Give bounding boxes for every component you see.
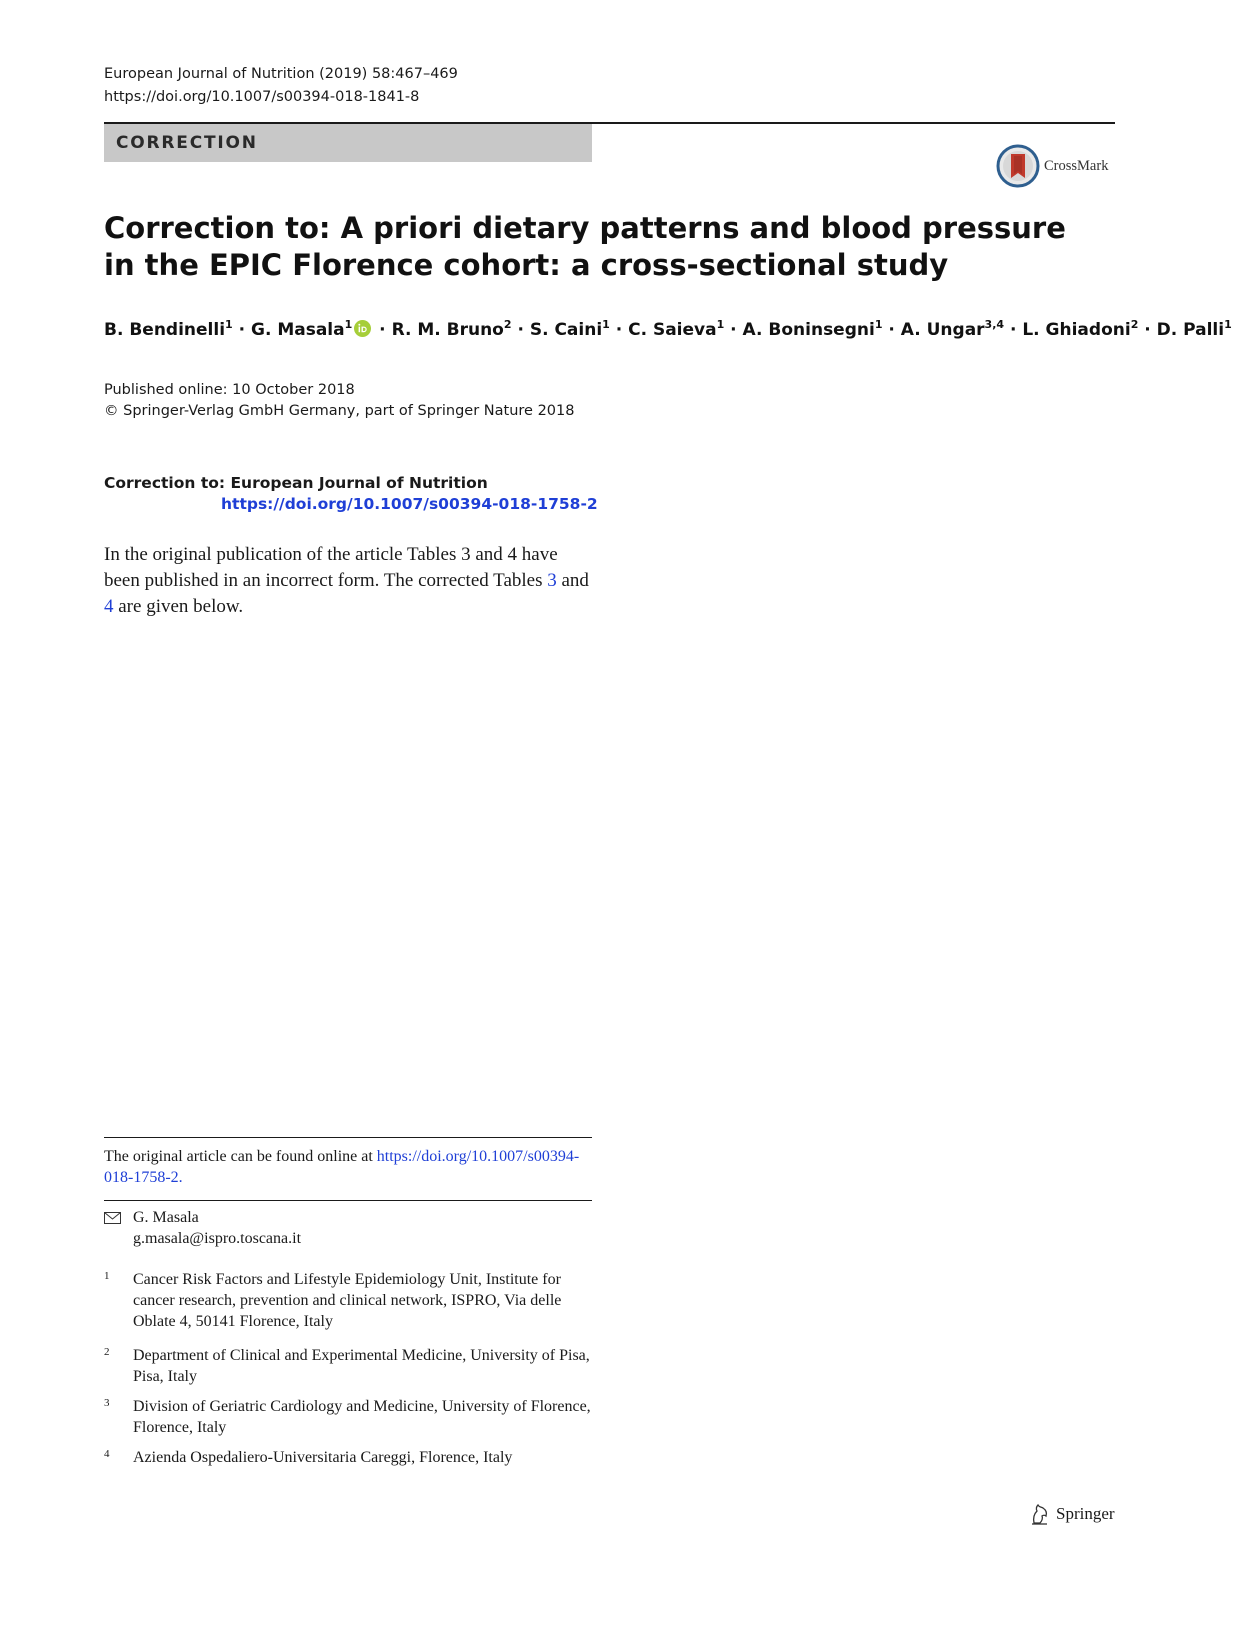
table-3-link[interactable]: 3	[547, 570, 557, 591]
body-paragraph	[104, 542, 596, 620]
article-doi[interactable]: https://doi.org/10.1007/s00394-018-1841-8	[104, 89, 420, 105]
author-list: B. Bendinelli$^1$ · G. Masala$^1$ · R. M. Bruno$^2$ · S. Caini$^1$ · C. Saieva$^1$ · A. Boninsegni$^1$ · A. Ungar$^{3,4}$ · L. Ghiadoni$^2$ · D. Palli$^1$	[104, 318, 1232, 340]
affiliation-text: Azienda Ospedaliero-Universitaria Careggi, Florence, Italy	[133, 1449, 513, 1466]
author-name: L. Ghiadoni	[1022, 320, 1131, 340]
author-affiliation-ref: 3,4	[984, 318, 1005, 331]
section-band	[104, 124, 592, 162]
orcid-icon[interactable]	[354, 320, 371, 342]
affiliation-number: 1	[104, 1270, 110, 1282]
crossmark-badge[interactable]	[996, 144, 1108, 188]
original-article-link[interactable]: https://doi.org/10.1007/s00394-018-1758-2	[104, 1148, 580, 1186]
footnote-rule	[104, 1200, 592, 1201]
crossmark-label: CrossMark	[1044, 157, 1109, 174]
original-article-note	[104, 1146, 596, 1188]
author-name: S. Caini	[529, 320, 603, 340]
original-article-suffix: .	[178, 1169, 183, 1186]
original-article-prefix: The original article can be found online at	[104, 1148, 377, 1165]
author-affiliation-ref: 1	[716, 318, 725, 331]
author-affiliation-ref: 2	[1130, 318, 1139, 331]
correction-to-label: Correction to: European Journal of Nutrition	[104, 474, 488, 492]
affiliation-text: Cancer Risk Factors and Lifestyle Epidemiology Unit, Institute for cancer research, prevention and clinical network, ISPRO, Via delle Oblate 4, 50141 Florence, Italy	[133, 1271, 562, 1330]
affiliation-number: 3	[104, 1397, 110, 1409]
author-name: D. Palli	[1156, 320, 1225, 340]
copyright-notice: © Springer-Verlag GmbH Germany, part of Springer Nature 2018	[104, 403, 575, 419]
author-name: G. Masala	[251, 320, 345, 340]
article-title: Correction to: A priori dietary patterns and blood pressure in the EPIC Florence cohort: a cross-sectional study	[104, 211, 1066, 282]
affiliation-number: 4	[104, 1448, 110, 1460]
author-affiliation-ref: 1	[225, 318, 233, 331]
author-name: R. M. Bruno	[391, 320, 504, 340]
springer-horse-icon	[1030, 1503, 1050, 1525]
author-affiliation-ref: 1	[344, 318, 353, 331]
author-affiliation-ref: 2	[503, 318, 512, 331]
published-date: Published online: 10 October 2018	[104, 382, 355, 398]
correction-doi-link[interactable]: https://doi.org/10.1007/s00394-018-1758-2	[221, 495, 598, 513]
footnote-rule	[104, 1137, 592, 1138]
affiliation-text: Department of Clinical and Experimental Medicine, University of Pisa, Pisa, Italy	[133, 1347, 590, 1385]
table-4-link[interactable]: 4	[104, 596, 114, 617]
author-name: B. Bendinelli	[104, 320, 226, 340]
contact-email[interactable]: g.masala@ispro.toscana.it	[133, 1230, 302, 1247]
section-label: CORRECTION	[116, 133, 258, 153]
author-name: A. Ungar	[900, 320, 985, 340]
publisher-name: Springer	[1056, 1504, 1115, 1523]
body-text-segment: and	[556, 570, 589, 591]
contact-name: G. Masala	[133, 1209, 199, 1226]
crossmark-icon	[996, 144, 1040, 188]
affiliation-text: Division of Geriatric Cardiology and Medicine, University of Florence, Florence, Italy	[133, 1398, 591, 1436]
author-affiliation-ref: 1	[1224, 318, 1232, 331]
author-name: C. Saieva	[628, 320, 717, 340]
journal-citation: European Journal of Nutrition (2019) 58:467–469	[104, 66, 458, 82]
publisher-logo	[1030, 1503, 1115, 1525]
envelope-icon	[104, 1212, 121, 1224]
author-affiliation-ref: 1	[874, 318, 883, 331]
body-text-segment: are given below.	[113, 596, 244, 617]
author-affiliation-ref: 1	[602, 318, 610, 331]
body-text-segment: In the original publication of the article Tables 3 and 4 have been published in an incorrect form. The corrected Tables	[104, 544, 558, 591]
affiliation-number: 2	[104, 1346, 110, 1358]
author-name: A. Boninsegni	[742, 320, 875, 340]
